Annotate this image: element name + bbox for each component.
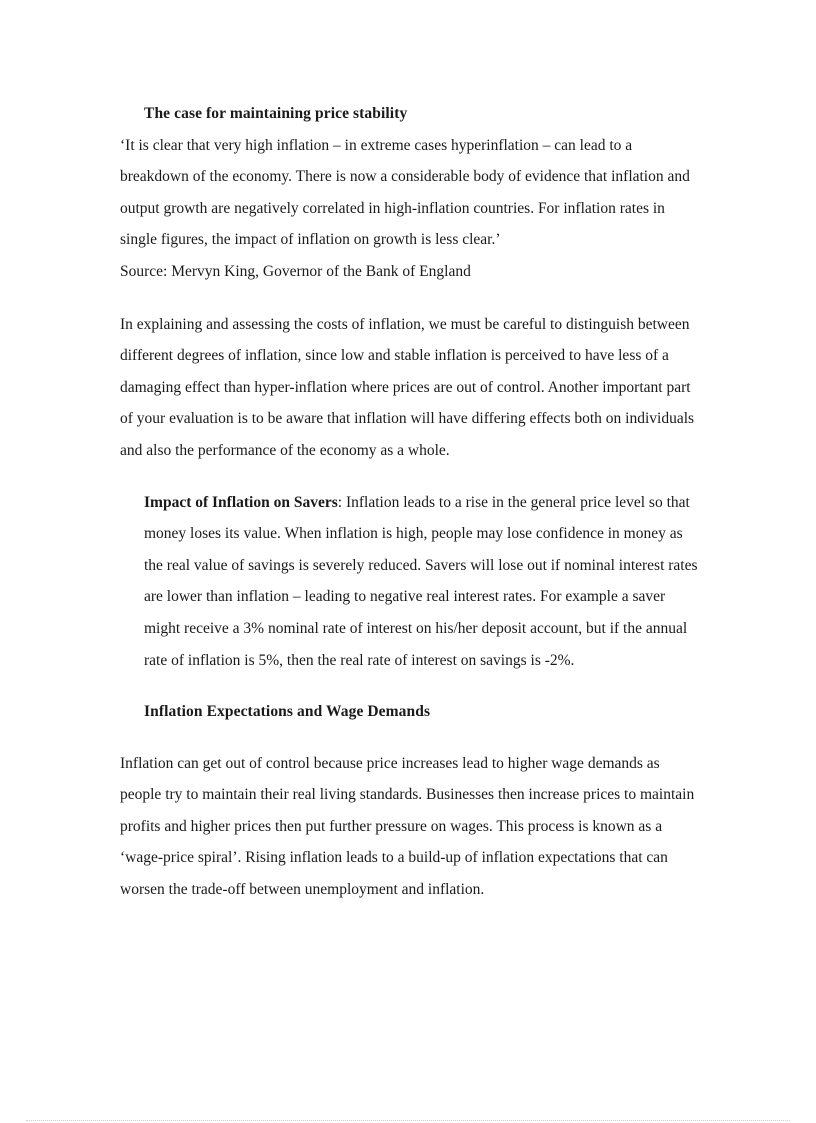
savers-separator: : (337, 493, 346, 511)
section-heading-price-stability: The case for maintaining price stability (144, 105, 408, 122)
page-bottom-edge (26, 1120, 790, 1121)
savers-paragraph-text: Inflation leads to a rise in the general price level so that money loses its value. When inflation is high, people may lose confidence in money as the real value of savings is severely reduced. Savers will lose out if nominal interest rates are lower than inflation – leading to negative real interest rates. For example a saver might receive a 3% nominal rate of interest on his/her deposit account, but if the annual rate of inflation is 5%, then the real rate of interest on savings is -2%. (144, 493, 698, 669)
wage-price-spiral-paragraph: Inflation can get out of control because price increases lead to higher wage demands as people try to maintain their real living standards. Businesses then increase prices to maintain profits and higher prices then put further pressure on wages. This process is known as a ‘wage-price spiral’. Rising inflation leads to a build-up of inflation expectations that can worsen the trade-off between unemployment and inflation. (120, 754, 695, 899)
section-heading-wage-demands: Inflation Expectations and Wage Demands (144, 703, 431, 721)
savers-inline-heading: Impact of Inflation on Savers (144, 493, 338, 511)
savers-paragraph (120, 487, 700, 677)
costs-of-inflation-paragraph: In explaining and assessing the costs of inflation, we must be careful to distinguish between different degrees of inflation, since low and stable inflation is perceived to have less of a damaging effect than hyper-inflation where prices are out of control. Another important part of your evaluation is to be aware that inflation will have differing effects both on individuals and also the performance of the economy as a whole. (120, 315, 695, 459)
document-body (120, 98, 700, 906)
quote-source: Source: Mervyn King, Governor of the Bank of England (120, 262, 471, 280)
king-quote-paragraph: ‘It is clear that very high inflation – in extreme cases hyperinflation – can lead to a breakdown of the economy. There is now a considerable body of evidence that inflation and output growth are negatively correlated in high-inflation countries. For inflation rates in single figures, the impact of inflation on growth is less clear.’ (120, 136, 690, 249)
